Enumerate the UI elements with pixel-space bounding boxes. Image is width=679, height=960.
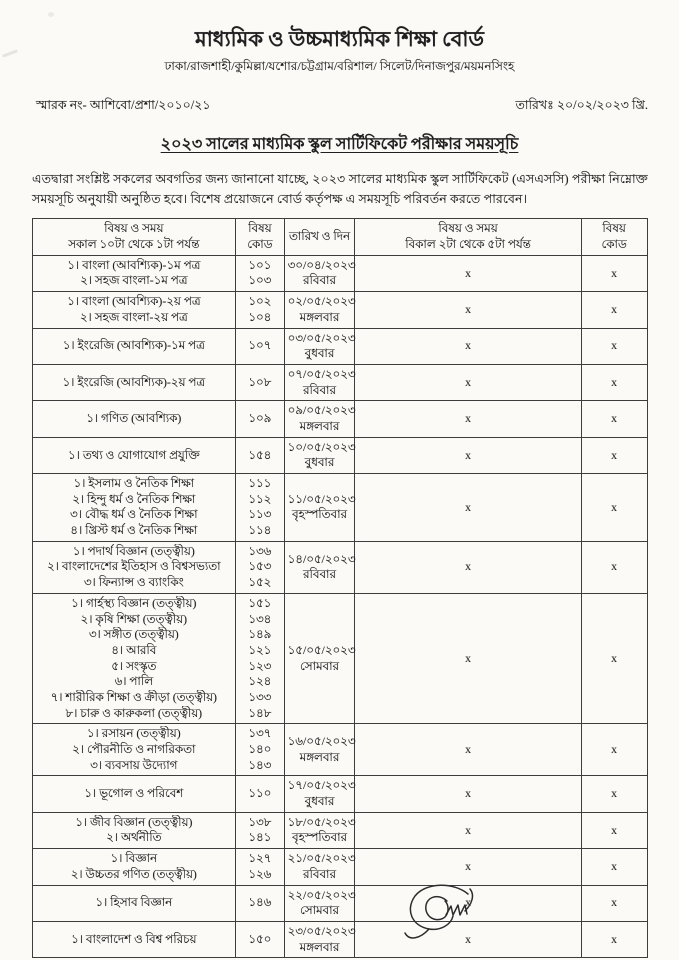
header-afternoon-subject: [355, 219, 581, 255]
afternoon-cell: x: [355, 724, 581, 776]
signature-scribble: [402, 880, 497, 948]
subject-line: ৬। পালি: [114, 674, 153, 689]
day-text: সোমবার: [299, 658, 340, 673]
code-line: ১৫১: [248, 595, 272, 610]
afternoon-code-cell: x: [581, 885, 647, 921]
day-text: মঙ্গলবার: [299, 418, 340, 433]
afternoon-code-cell: x: [581, 401, 647, 437]
code-cell: [236, 292, 285, 328]
day-text: রবিবার: [303, 273, 336, 288]
afternoon-cell: x: [355, 292, 581, 328]
code-line: ১১৩: [248, 507, 272, 522]
document-title: ২০২৩ সালের মাধ্যমিক স্কুল সার্টিফিকেট পরীক্ষার সময়সূচি: [160, 135, 519, 153]
subject-line: ২। বাংলাদেশের ইতিহাস ও বিশ্বসভ্যতা: [47, 559, 221, 574]
subject-cell: [32, 437, 236, 473]
header-afternoon-code: [581, 219, 647, 255]
table-header-row: [32, 219, 647, 255]
afternoon-cell: x: [355, 474, 581, 542]
subject-cell: [32, 255, 236, 291]
header-line: বিষয়: [602, 221, 626, 236]
subject-line: ২। উচ্চতর গণিত (তত্ত্বীয়): [70, 866, 197, 881]
subject-line: ১। বিজ্ঞান: [110, 851, 158, 866]
subject-cell: [32, 724, 236, 776]
subject-line: ১। ইংরেজি (আবশ্যিক)-১ম পত্র: [62, 338, 205, 353]
subject-cell: [32, 328, 236, 364]
exam-schedule-table: [32, 218, 648, 958]
subject-line: ২। অর্থনীতি: [106, 830, 162, 845]
date-cell: [284, 724, 355, 776]
date-cell: [284, 541, 355, 593]
date-cell: [284, 364, 355, 400]
date-text: ০৩/০৫/২০২৩: [287, 330, 356, 345]
afternoon-code-cell: x: [581, 776, 647, 812]
date-cell: [284, 885, 355, 921]
code-line: ১৩৬: [248, 543, 272, 558]
afternoon-code-cell: x: [581, 849, 647, 885]
code-cell: [236, 849, 285, 885]
table-row: [32, 328, 647, 364]
date-text: ১০/০৫/২০২৩: [287, 439, 356, 454]
afternoon-code-cell: x: [581, 593, 647, 724]
code-line: ১১০: [248, 786, 272, 801]
subject-line: ২। সহজ বাংলা-১ম পত্র: [80, 273, 188, 288]
subject-cell: [32, 541, 236, 593]
code-cell: [236, 724, 285, 776]
code-cell: [236, 541, 285, 593]
date-cell: [284, 292, 355, 328]
table-row: [32, 541, 647, 593]
date-cell: [284, 776, 355, 812]
code-line: ১৪০: [248, 742, 272, 757]
subject-line: ৪। আরবি: [111, 642, 157, 657]
subject-line: ১। বাংলাদেশ ও বিশ্ব পরিচয়: [71, 931, 197, 946]
subject-cell: [32, 849, 236, 885]
header-line: বিষয়: [248, 221, 272, 236]
afternoon-cell: x: [355, 437, 581, 473]
subject-line: ৩। ফিন্যান্স ও ব্যাংকিং: [83, 575, 184, 590]
document-header: [0, 0, 679, 75]
afternoon-code-cell: x: [581, 724, 647, 776]
code-line: ১৪৯: [248, 627, 272, 642]
day-text: বৃহস্পতিবার: [292, 507, 347, 522]
subject-line: ১। রসায়ন (তত্ত্বীয়): [86, 726, 181, 741]
day-text: রবিবার: [303, 866, 336, 881]
date-text: ২১/০৫/২০২৩: [287, 851, 356, 866]
code-line: ১২৩: [248, 658, 272, 673]
table-row: [32, 292, 647, 328]
table-row: [32, 776, 647, 812]
issue-date: তারিখঃ ২০/০২/২০২৩ খ্রি.: [515, 97, 648, 112]
date-cell: [284, 255, 355, 291]
subject-line: ৪। খ্রিস্ট ধর্ম ও নৈতিক শিক্ষা: [70, 523, 198, 538]
afternoon-cell: x: [355, 328, 581, 364]
subject-line: ২। পৌরনীতি ও নাগরিকতা: [72, 742, 196, 757]
subject-line: ১। বাংলা (আবশ্যিক)-২য় পত্র: [67, 294, 201, 309]
day-text: মঙ্গলবার: [299, 309, 340, 324]
table-row: [32, 593, 647, 724]
code-line: ১২৪: [248, 674, 272, 689]
subject-cell: [32, 292, 236, 328]
code-cell: [236, 474, 285, 542]
header-line: কোড: [247, 237, 273, 252]
afternoon-cell: x: [355, 885, 581, 921]
code-cell: [236, 437, 285, 473]
code-line: ১০১: [248, 257, 272, 272]
date-text: ১৪/০৫/২০২৩: [287, 551, 356, 566]
table-row: [32, 474, 647, 542]
day-text: মঙ্গলবার: [299, 939, 340, 954]
code-line: ১০৯: [248, 411, 272, 426]
subject-line: ১। বাংলা (আবশ্যিক)-১ম পত্র: [67, 257, 201, 272]
code-cell: [236, 364, 285, 400]
subject-cell: [32, 364, 236, 400]
subject-line: ১। পদার্থ বিজ্ঞান (তত্ত্বীয়): [72, 543, 195, 558]
afternoon-cell: x: [355, 849, 581, 885]
date-text: ৩০/০৪/২০২৩: [287, 257, 356, 272]
code-cell: [236, 921, 285, 957]
subject-line: ১। গণিত (আবশ্যিক): [86, 411, 182, 426]
code-line: ১৩৪: [248, 611, 272, 626]
day-text: বুধবার: [304, 346, 335, 361]
afternoon-cell: x: [355, 401, 581, 437]
afternoon-code-cell: x: [581, 292, 647, 328]
intro-paragraph: এতদ্বারা সংশ্লিষ্ট সকলের অবগতির জন্য জানানো যাচ্ছে, ২০২৩ সালের মাধ্যমিক স্কুল সার্টিফিকেট (এসএসসি) পরীক্ষা নিম্নোক্ত সময়সূচি অনুযায়ী অনুষ্ঠিত হবে। বিশেষ প্রয়োজনে বোর্ড কর্তৃপক্ষ এ সময়সূচি পরিবর্তন করতে পারবেন।: [32, 171, 648, 206]
subject-line: ৩। সঙ্গীত (তত্ত্বীয়): [88, 627, 179, 642]
code-line: ১০২: [248, 294, 272, 309]
table-row: [32, 255, 647, 291]
code-line: ১১২: [248, 491, 272, 506]
table-row: [32, 849, 647, 885]
header-date-day: তারিখ ও দিন: [284, 219, 355, 255]
afternoon-cell: x: [355, 776, 581, 812]
date-text: ০৭/০৫/২০২৩: [287, 366, 356, 381]
code-line: ১৩৭: [248, 726, 272, 741]
afternoon-code-cell: x: [581, 921, 647, 957]
header-line: বিষয় ও সময়: [438, 221, 498, 236]
afternoon-code-cell: x: [581, 474, 647, 542]
subject-line: ৩। বৌদ্ধ ধর্ম ও নৈতিক শিক্ষা: [70, 507, 198, 522]
code-cell: [236, 885, 285, 921]
date-cell: [284, 593, 355, 724]
subject-line: ১। গার্হস্থ্য বিজ্ঞান (তত্ত্বীয়): [71, 595, 197, 610]
subject-cell: [32, 593, 236, 724]
header-subject-code: [236, 219, 285, 255]
subject-line: ১। ভূগোল ও পরিবেশ: [84, 786, 184, 801]
date-cell: [284, 401, 355, 437]
afternoon-code-cell: x: [581, 255, 647, 291]
afternoon-cell: x: [355, 593, 581, 724]
day-text: মঙ্গলবার: [299, 749, 340, 764]
day-text: রবিবার: [303, 567, 336, 582]
date-text: ২৩/০৫/২০২৩: [287, 923, 356, 938]
code-line: ১৪৩: [248, 757, 272, 772]
header-line: বিষয় ও সময়: [104, 221, 164, 236]
afternoon-cell: x: [355, 812, 581, 848]
afternoon-cell: x: [355, 364, 581, 400]
subject-line: ১। তথ্য ও যোগাযোগ প্রযুক্তি: [68, 447, 200, 462]
code-line: ১৩৩: [248, 689, 272, 704]
day-text: সোমবার: [299, 903, 340, 918]
schedule-rows: [32, 255, 647, 958]
code-cell: [236, 812, 285, 848]
subject-line: ২। সহজ বাংলা-২য় পত্র: [79, 309, 188, 324]
code-line: ১০৪: [248, 309, 272, 324]
date-cell: [284, 849, 355, 885]
code-line: ১০৭: [248, 338, 272, 353]
table-row: [32, 437, 647, 473]
code-cell: [236, 328, 285, 364]
table-row: [32, 401, 647, 437]
table-row: [32, 364, 647, 400]
afternoon-cell: x: [355, 255, 581, 291]
code-cell: [236, 255, 285, 291]
code-line: ১২৬: [248, 866, 272, 881]
date-text: ০২/০৫/২০২৩: [287, 294, 356, 309]
code-line: ১২৭: [248, 851, 272, 866]
header-line: বিকাল ২টা থেকে ৫টা পর্যন্ত: [405, 237, 531, 252]
subject-cell: [32, 921, 236, 957]
afternoon-code-cell: x: [581, 437, 647, 473]
code-line: ১২১: [248, 642, 272, 657]
header-morning-subject: [32, 219, 236, 255]
table-row: [32, 921, 647, 957]
memo-row: [36, 97, 648, 117]
code-cell: [236, 401, 285, 437]
subject-cell: [32, 776, 236, 812]
date-cell: [284, 812, 355, 848]
org-name: মাধ্যমিক ও উচ্চমাধ্যমিক শিক্ষা বোর্ড: [195, 27, 484, 51]
date-cell: [284, 921, 355, 957]
subject-line: ১। হিসাব বিজ্ঞান: [95, 895, 173, 910]
table-row: [32, 885, 647, 921]
code-line: ১১১: [248, 476, 272, 491]
code-line: ১১৪: [248, 523, 272, 538]
subject-line: ৩। ব্যবসায় উদ্যোগ: [90, 757, 178, 772]
afternoon-cell: x: [355, 921, 581, 957]
date-cell: [284, 437, 355, 473]
subject-line: ৮। চারু ও কারুকলা (তত্ত্বীয়): [65, 705, 203, 720]
code-line: ১৩৮: [248, 814, 272, 829]
subject-cell: [32, 474, 236, 542]
afternoon-code-cell: x: [581, 364, 647, 400]
table-row: [32, 812, 647, 848]
afternoon-cell: x: [355, 541, 581, 593]
subject-line: ২। কৃষি শিক্ষা (তত্ত্বীয়): [80, 611, 188, 626]
code-line: ১৫৩: [248, 559, 272, 574]
header-line: কোড: [601, 237, 627, 252]
code-line: ১০৮: [248, 374, 272, 389]
date-text: ০৯/০৫/২০২৩: [287, 403, 356, 418]
afternoon-code-cell: x: [581, 328, 647, 364]
day-text: বৃহস্পতিবার: [292, 830, 347, 845]
code-line: ১৪১: [248, 830, 272, 845]
code-cell: [236, 776, 285, 812]
subject-line: ২। হিন্দু ধর্ম ও নৈতিক শিক্ষা: [72, 491, 196, 506]
day-text: রবিবার: [303, 382, 336, 397]
code-line: ১০৩: [248, 273, 272, 288]
code-line: ১৪৮: [248, 705, 272, 720]
subject-line: ৭। শারীরিক শিক্ষা ও ক্রীড়া (তত্ত্বীয়): [50, 689, 217, 704]
day-text: বুধবার: [304, 794, 335, 809]
date-text: ১৫/০৫/২০২৩: [287, 642, 356, 657]
date-text: ১১/০৫/২০২৩: [287, 491, 356, 506]
date-text: ১৬/০৫/২০২৩: [287, 734, 356, 749]
subject-line: ১। ইসলাম ও নৈতিক শিক্ষা: [73, 476, 195, 491]
date-text: ১৭/০৫/২০২৩: [287, 778, 356, 793]
subject-cell: [32, 812, 236, 848]
code-line: ১৪৬: [248, 895, 272, 910]
subject-line: ১। জীব বিজ্ঞান (তত্ত্বীয়): [75, 814, 193, 829]
memo-number: স্মারক নং- আশিবো/প্রশা/২০১০/২১: [36, 97, 211, 112]
date-cell: [284, 474, 355, 542]
afternoon-code-cell: x: [581, 541, 647, 593]
header-line: সকাল ১০টা থেকে ১টা পর্যন্ত: [68, 237, 200, 252]
table-row: [32, 724, 647, 776]
code-line: ১৫২: [248, 575, 272, 590]
subject-line: ৫। সংস্কৃত: [111, 658, 157, 673]
date-text: ২২/০৫/২০২৩: [287, 887, 356, 902]
code-line: ১৫০: [248, 931, 272, 946]
code-cell: [236, 593, 285, 724]
afternoon-code-cell: x: [581, 812, 647, 848]
date-cell: [284, 328, 355, 364]
subject-cell: [32, 401, 236, 437]
org-boards-line: ঢাকা/রাজশাহী/কুমিল্লা/যশোর/চট্টগ্রাম/বরিশাল/ সিলেট/দিনাজপুর/ময়মনসিংহ: [164, 59, 515, 74]
subject-line: ১। ইংরেজি (আবশ্যিক)-২য় পত্র: [62, 374, 206, 389]
day-text: বুধবার: [304, 455, 335, 470]
date-text: ১৮/০৫/২০২৩: [287, 814, 356, 829]
code-line: ১৫৪: [248, 447, 272, 462]
subject-cell: [32, 885, 236, 921]
